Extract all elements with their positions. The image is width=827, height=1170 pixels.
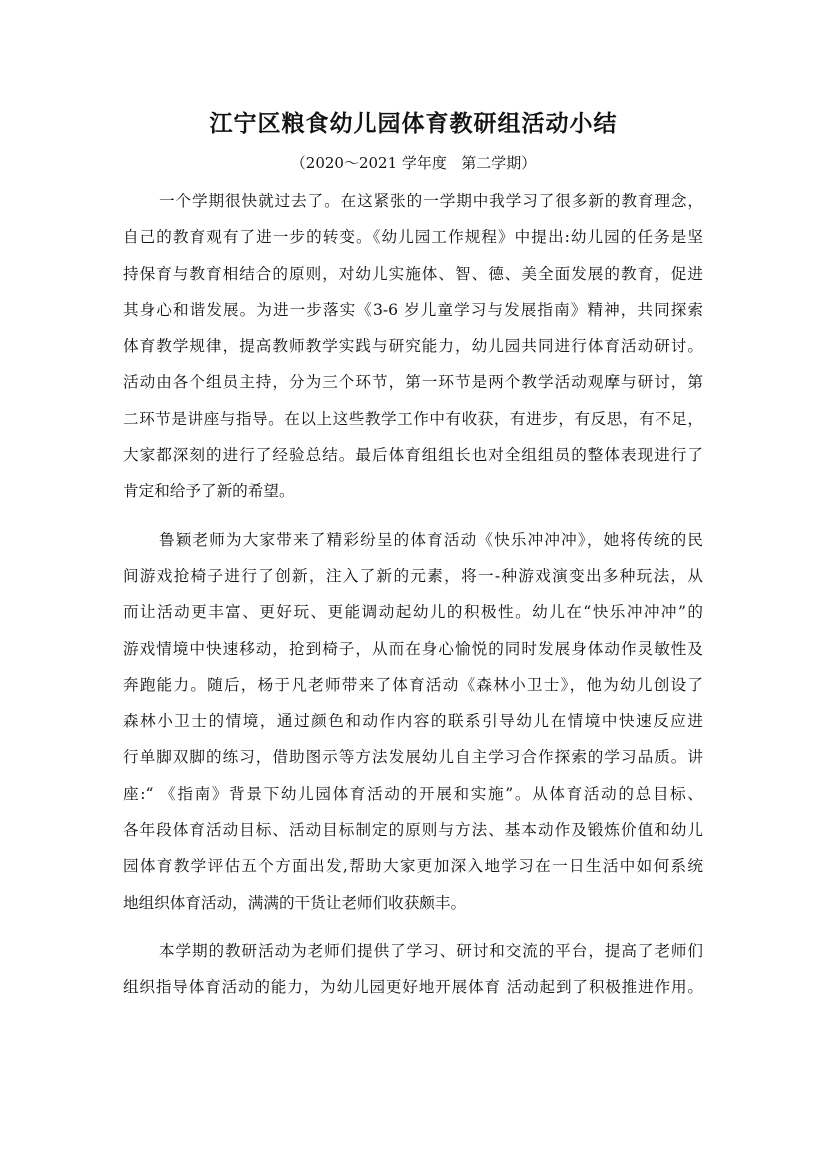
- paragraph-line: 鲁颖老师为大家带来了精彩纷呈的体育活动《快乐冲冲冲》，她将传统的民: [159, 530, 703, 549]
- document-subtitle: （2020～2021 学年度 第二学期）: [290, 154, 537, 172]
- paragraph-line: 行单脚双脚的练习，借助图示等方法发展幼儿自主学习合作探索的学习品质。讲: [123, 748, 703, 767]
- paragraph-line: 各年段体育活动目标、活动目标制定的原则与方法、基本动作及锻炼价值和幼儿: [123, 821, 703, 840]
- paragraph-3: [123, 933, 703, 1006]
- paragraph-line: 自己的教育观有了进一步的转变。《幼儿园工作规程》中提出:幼儿园的任务是坚: [123, 228, 703, 247]
- paragraph-line: 其身心和谐发展。为进一步落实《3-6 岁儿童学习与发展指南》精神，共同探索: [123, 300, 703, 319]
- paragraph-line: 而让活动更丰富、更好玩、更能调动起幼儿的积极性。幼儿在“快乐冲冲冲”的: [123, 603, 703, 622]
- paragraph-2: [123, 522, 703, 921]
- paragraph-line: 游戏情境中快速移动，抢到椅子，从而在身心愉悦的同时发展身体动作灵敏性及: [123, 639, 703, 658]
- paragraph-1: [123, 183, 703, 510]
- paragraph-line: 二环节是讲座与指导。在以上这些教学工作中有收获，有进步，有反思，有不足，: [123, 409, 703, 428]
- paragraph-line: 奔跑能力。随后，杨于凡老师带来了体育活动《森林小卫士》，他为幼儿创设了: [123, 675, 703, 694]
- paragraph-line: 组织指导体育活动的能力，为幼儿园更好地开展体育 活动起到了积极推进作用。: [123, 978, 703, 997]
- document-body: [123, 183, 703, 1018]
- paragraph-line: 体育教学规律，提高教师教学实践与研究能力，幼儿园共同进行体育活动研讨。: [123, 337, 703, 356]
- paragraph-line: 活动由各个组员主持，分为三个环节，第一环节是两个教学活动观摩与研讨，第: [123, 373, 703, 392]
- paragraph-line: 座:“ 《指南》背景下幼儿园体育活动的开展和实施”。从体育活动的总目标、: [123, 784, 703, 803]
- paragraph-line: 肯定和给予了新的希望。: [123, 482, 295, 501]
- paragraph-line: 地组织体育活动，满满的干货让老师们收获颇丰。: [123, 893, 467, 912]
- document-title: 江宁区粮食幼儿园体育教研组活动小结: [209, 110, 618, 137]
- paragraph-line: 大家都深刻的进行了经验总结。最后体育组组长也对全组组员的整体表现进行了: [123, 446, 703, 465]
- paragraph-line: 持保育与教育相结合的原则，对幼儿实施体、智、德、美全面发展的教育，促进: [123, 264, 703, 283]
- paragraph-line: 本学期的教研活动为老师们提供了学习、研讨和交流的平台，提高了老师们: [159, 941, 703, 960]
- paragraph-line: 园体育教学评估五个方面出发,帮助大家更加深入地学习在一日生活中如何系统: [123, 857, 703, 876]
- paragraph-line: 一个学期很快就过去了。在这紧张的一学期中我学习了很多新的教育理念，: [159, 192, 703, 210]
- paragraph-line: 森林小卫士的情境，通过颜色和动作内容的联系引导幼儿在情境中快速反应进: [123, 712, 703, 731]
- paragraph-line: 间游戏抢椅子进行了创新，注入了新的元素，将一-种游戏演变出多种玩法，从: [123, 566, 703, 585]
